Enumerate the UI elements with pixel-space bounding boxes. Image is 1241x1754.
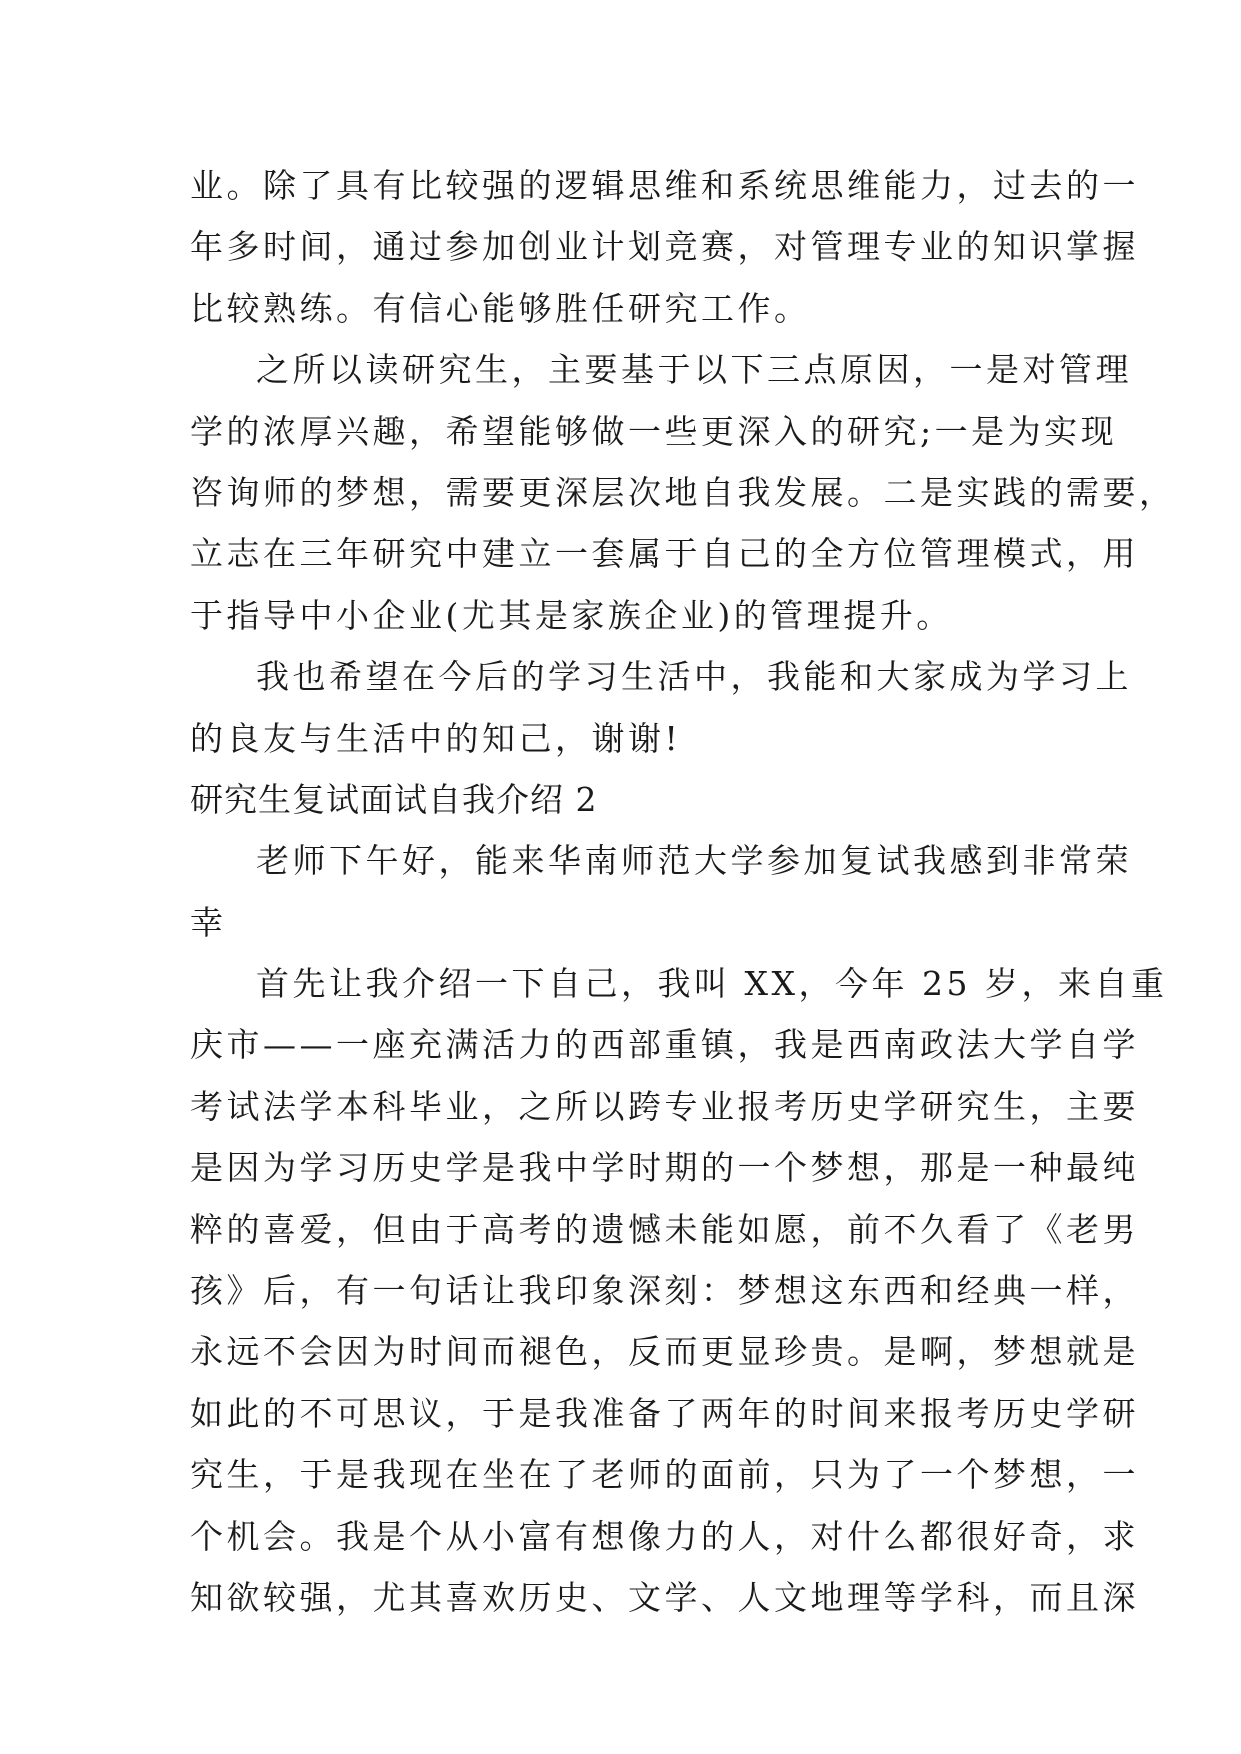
paragraph-line: 永远不会因为时间而褪色，反而更显珍贵。是啊，梦想就是 [190, 1332, 1139, 1372]
paragraph-line: 业。除了具有比较强的逻辑思维和系统思维能力，过去的一 [190, 166, 1139, 205]
paragraph-line: 之所以读研究生，主要基于以下三点原因，一是对管理 [256, 350, 1132, 390]
paragraph-line: 如此的不可思议，于是我准备了两年的时间来报考历史学研 [190, 1393, 1139, 1433]
paragraph-line: 于指导中小企业(尤其是家族企业)的管理提升。 [190, 595, 953, 635]
paragraph-line: 庆市——一座充满活力的西部重镇，我是西南政法大学自学 [190, 1025, 1139, 1065]
paragraph-line: 首先让我介绍一下自己，我叫 XX，今年 25 岁，来自重 [256, 964, 1168, 1004]
paragraph-line: 孩》后，有一句话让我印象深刻：梦想这东西和经典一样， [190, 1271, 1139, 1311]
paragraph-line: 知欲较强，尤其喜欢历史、文学、人文地理等学科，而且深 [190, 1577, 1139, 1617]
paragraph-line: 个机会。我是个从小富有想像力的人，对什么都很好奇，求 [190, 1516, 1139, 1556]
paragraph-line: 究生，于是我现在坐在了老师的面前，只为了一个梦想，一 [190, 1455, 1139, 1495]
section-heading: 研究生复试面试自我介绍 2 [190, 779, 598, 819]
paragraph-line: 老师下午好，能来华南师范大学参加复试我感到非常荣 [256, 841, 1132, 881]
paragraph-line: 年多时间，通过参加创业计划竞赛，对管理专业的知识掌握 [190, 227, 1139, 267]
paragraph-line: 咨询师的梦想，需要更深层次地自我发展。二是实践的需要， [190, 472, 1176, 512]
document-body [190, 155, 1176, 1628]
paragraph-line: 立志在三年研究中建立一套属于自己的全方位管理模式，用 [190, 534, 1139, 574]
paragraph-line: 学的浓厚兴趣，希望能够做一些更深入的研究;一是为实现 [190, 411, 1118, 451]
paragraph-line: 的良友与生活中的知己，谢谢! [190, 718, 682, 758]
paragraph-line: 粹的喜爱，但由于高考的遗憾未能如愿，前不久看了《老男 [190, 1209, 1139, 1249]
paragraph-line: 比较熟练。有信心能够胜任研究工作。 [190, 288, 811, 328]
paragraph-line: 考试法学本科毕业，之所以跨专业报考历史学研究生，主要 [190, 1086, 1139, 1126]
paragraph-line: 是因为学习历史学是我中学时期的一个梦想，那是一种最纯 [190, 1148, 1139, 1188]
paragraph-line: 幸 [190, 902, 227, 942]
paragraph-line: 我也希望在今后的学习生活中，我能和大家成为学习上 [256, 657, 1132, 697]
